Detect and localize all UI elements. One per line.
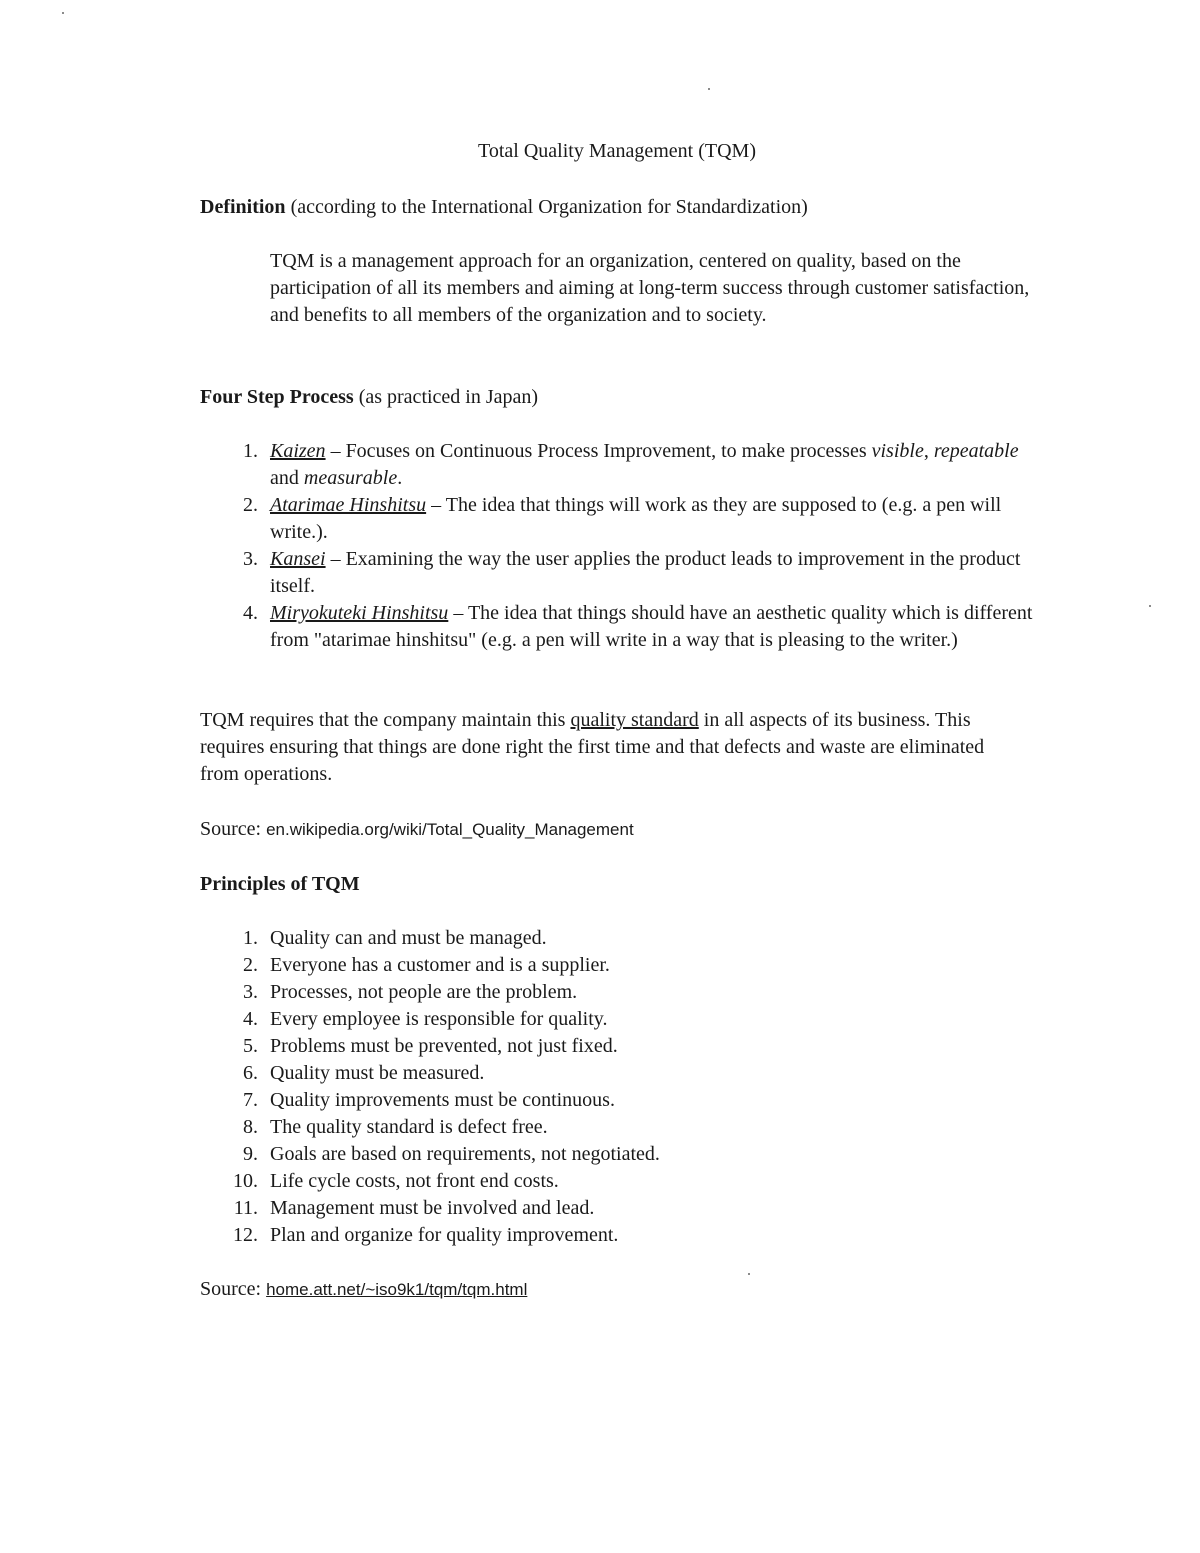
step-emphasis: measurable (303, 467, 398, 489)
list-item-number: 4. (243, 602, 258, 624)
list-item (200, 1060, 1040, 1087)
list-item-text: Quality improvements must be continuous. (270, 1089, 615, 1111)
list-item-number: 3. (243, 981, 258, 1003)
four-step-list (200, 438, 1040, 654)
step-text: The idea that things should have an aesthetic quality which is different from "atarimae hinshitsu" (e.g. a pen will write in a way that is pleasing to the writer.) (270, 602, 1033, 651)
list-item (200, 952, 1040, 979)
quality-standard-link: quality standard (570, 709, 699, 731)
list-item (200, 1033, 1040, 1060)
list-item (200, 438, 1040, 492)
list-item (200, 1222, 1040, 1249)
list-item-text: Everyone has a customer and is a supplier. (270, 954, 610, 976)
list-item-text: Processes, not people are the problem. (270, 981, 578, 1003)
list-item-number: 9. (243, 1143, 258, 1165)
requirement-text: TQM requires that the company maintain this (200, 709, 571, 731)
step-term: Kaizen (270, 440, 326, 462)
list-item (200, 492, 1040, 546)
four-step-heading: Four Step Process (200, 386, 354, 408)
list-item-number: 2. (243, 954, 258, 976)
principles-heading: Principles of TQM (200, 873, 360, 895)
list-item-text: Problems must be prevented, not just fixed. (270, 1035, 618, 1057)
requirement-paragraph (200, 707, 1010, 788)
step-dash: – (325, 440, 346, 462)
scan-speck (708, 88, 710, 90)
list-item-number: 3. (243, 548, 258, 570)
source-label: Source: (200, 818, 267, 840)
list-item-number: 6. (243, 1062, 258, 1084)
list-item-number: 1. (243, 927, 258, 949)
list-item-number: 5. (243, 1035, 258, 1057)
scan-speck (62, 12, 64, 14)
source-label: Source: (200, 1278, 267, 1300)
page-title: Total Quality Management (TQM) (478, 140, 756, 162)
list-item (200, 600, 1040, 654)
list-item (200, 1114, 1040, 1141)
list-item-number: 10. (233, 1170, 258, 1192)
list-item-number: 12. (233, 1224, 258, 1246)
definition-heading-line (200, 194, 1040, 221)
definition-heading-note: (according to the International Organization for Standardization) (290, 196, 808, 218)
list-item (200, 1168, 1040, 1195)
list-item-text: Goals are based on requirements, not negotiated. (270, 1143, 660, 1165)
four-step-heading-line (200, 384, 1040, 411)
source-url-link: home.att.net/~iso9k1/tqm/tqm.html (266, 1280, 528, 1299)
list-item (200, 1006, 1040, 1033)
list-item-text: Every employee is responsible for quality. (270, 1008, 608, 1030)
list-item (200, 546, 1040, 600)
step-text: Focuses on Continuous Process Improvement, to make processes (345, 440, 872, 462)
requirement-text: in all aspects of its business. This requires ensuring that things are done right the first time and that defects and waste are eliminated from operations. (200, 709, 985, 785)
list-item-number: 11. (233, 1197, 258, 1219)
step-term: Miryokuteki Hinshitsu (270, 602, 449, 624)
list-item (200, 1141, 1040, 1168)
list-item (200, 1195, 1040, 1222)
list-item-text: Quality must be measured. (270, 1062, 485, 1084)
step-term: Atarimae Hinshitsu (270, 494, 427, 516)
step-emphasis: repeatable (933, 440, 1019, 462)
list-item (200, 1087, 1040, 1114)
list-item-text: Life cycle costs, not front end costs. (270, 1170, 559, 1192)
list-item-number: 2. (243, 494, 258, 516)
list-item-number: 1. (243, 440, 258, 462)
source-line-2 (200, 1276, 1040, 1303)
source-url: en.wikipedia.org/wiki/Total_Quality_Management (266, 820, 634, 839)
list-item-text: Plan and organize for quality improvement. (270, 1224, 619, 1246)
step-separator: , (923, 440, 934, 462)
scan-speck (1149, 605, 1151, 607)
list-item-number: 4. (243, 1008, 258, 1030)
step-dash: – (448, 602, 468, 624)
step-emphasis: visible (871, 440, 924, 462)
list-item-text: The quality standard is defect free. (270, 1116, 548, 1138)
list-item (200, 979, 1040, 1006)
step-separator: and (270, 467, 304, 489)
scan-speck (748, 1273, 750, 1275)
list-item-number: 7. (243, 1089, 258, 1111)
step-term: Kansei (270, 548, 326, 570)
step-dash: – (426, 494, 446, 516)
four-step-heading-note: (as practiced in Japan) (358, 386, 539, 408)
list-item-text: Management must be involved and lead. (270, 1197, 595, 1219)
list-item-number: 8. (243, 1116, 258, 1138)
step-dash: – (325, 548, 346, 570)
step-text: Examining the way the user applies the product leads to improvement in the product itself. (270, 548, 1021, 597)
list-item (200, 925, 1040, 952)
step-text: The idea that things will work as they are supposed to (e.g. a pen will write.). (270, 494, 1002, 543)
source-line-1 (200, 816, 1040, 843)
list-item-text: Quality can and must be managed. (270, 927, 547, 949)
definition-heading: Definition (200, 196, 286, 218)
definition-text: TQM is a management approach for an organization, centered on quality, based on the participation of all its members and aiming at long-term success through customer satisfaction, and benefits to all members of the organization and to society. (270, 250, 1030, 326)
step-end: . (397, 467, 403, 489)
principles-list (200, 925, 1040, 1249)
